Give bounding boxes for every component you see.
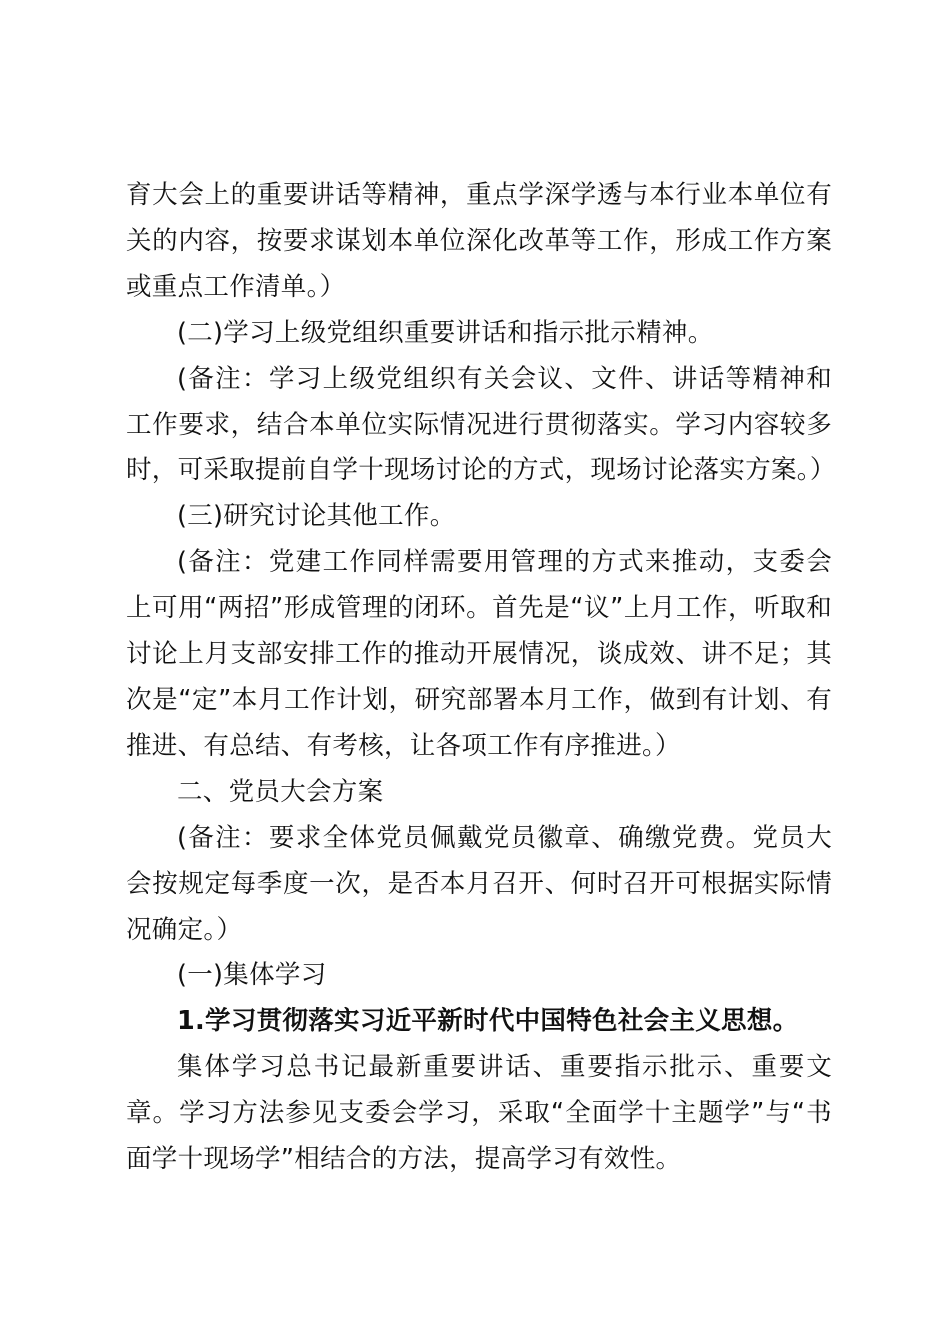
paragraph-continuation: 育大会上的重要讲话等精神，重点学深学透与本行业本单位有关的内容，按要求谋划本单位深化改革等工作，形成工作方案或重点工作清单。） [126, 180, 832, 302]
note-paragraph: (备注：党建工作同样需要用管理的方式来推动，支委会上可用“两招”形成管理的闭环。首先是“议”上月工作，听取和讨论上月支部安排工作的推动开展情况，谈成效、讲不足；其次是“定”本月工作计划，研究部署本月工作，做到有计划、有推进、有总结、有考核，让各项工作有序推进。） [126, 547, 832, 761]
note-paragraph: (备注：学习上级党组织有关会议、文件、讲话等精神和工作要求，结合本单位实际情况进行贯彻落实。学习内容较多时，可采取提前自学十现场讨论的方式，现场讨论落实方案。） [126, 363, 836, 486]
section-heading-2: (二)学习上级党组织重要讲话和指示批示精神。 [177, 317, 714, 348]
section-heading-1: (一)集体学习 [177, 960, 327, 991]
section-heading-3: (三)研究讨论其他工作。 [177, 501, 456, 532]
chapter-heading: 二、党员大会方案 [177, 776, 384, 807]
note-paragraph: (备注：要求全体党员佩戴党员徽章、确缴党费。党员大会按规定每季度一次，是否本月召开、何时召开可根据实际情况确定。） [126, 822, 832, 945]
body-paragraph: 集体学习总书记最新重要讲话、重要指示批示、重要文章。学习方法参见支委会学习，采取“全面学十主题学”与“书面学十现场学”相结合的方法，提高学习有效性。 [126, 1052, 832, 1175]
bold-subheading: 1.学习贯彻落实习近平新时代中国特色社会主义思想。 [177, 1006, 799, 1037]
document-body [126, 173, 836, 1183]
